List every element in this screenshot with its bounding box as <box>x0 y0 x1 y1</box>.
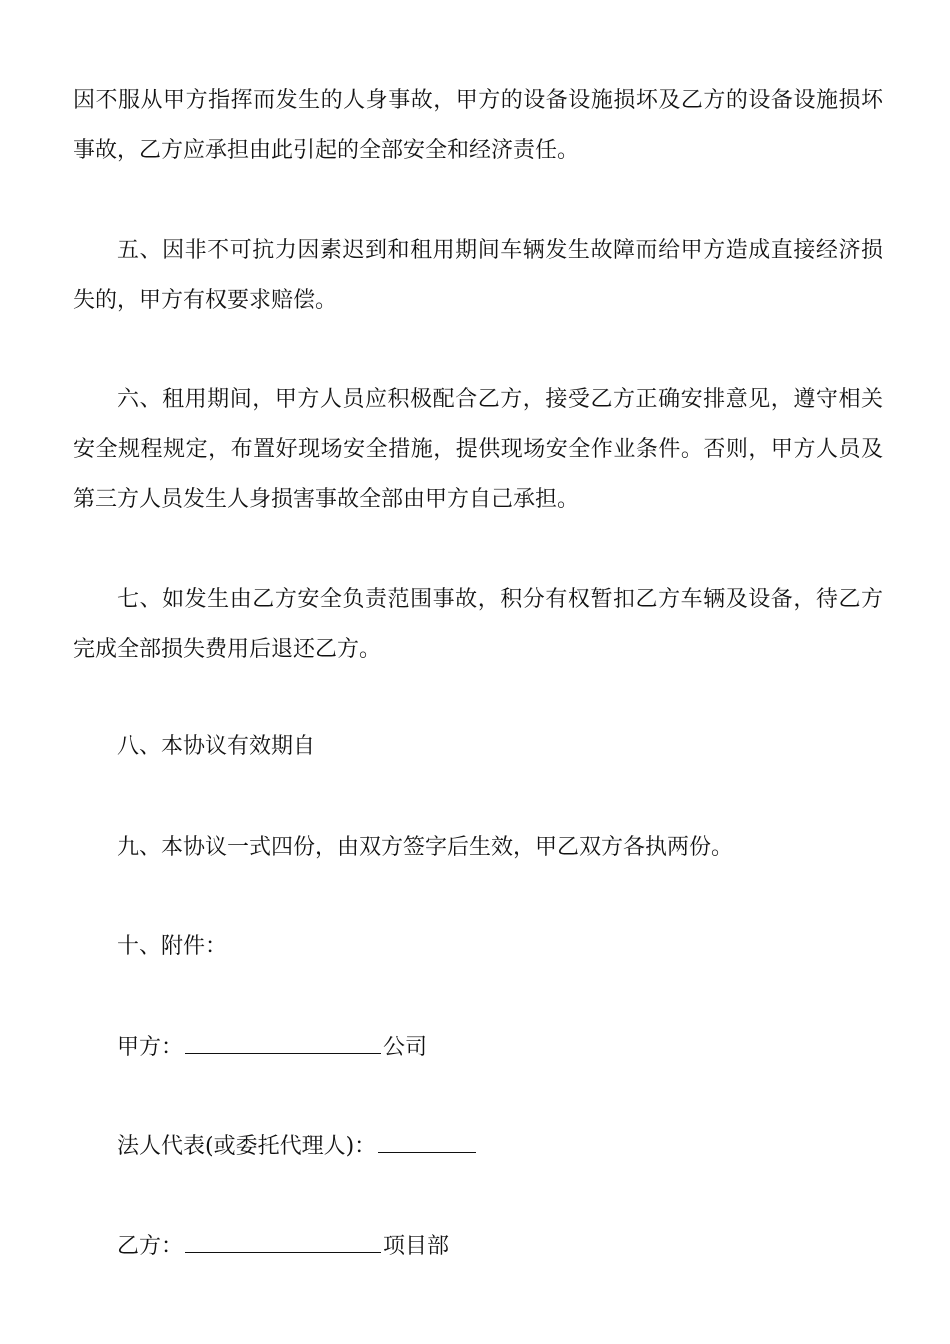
party-a-label: 甲方： <box>117 1035 184 1060</box>
party-a-signature-line <box>117 1023 427 1073</box>
paragraph-clause-7: 七、如发生由乙方安全负责范围事故，积分有权暂扣乙方车辆及设备，待乙方完成全部损失费用后退还乙方。 <box>73 587 883 662</box>
paragraph-clause-10: 十、附件： <box>117 934 228 959</box>
paragraph-clause-8: 八、本协议有效期自 <box>117 734 316 759</box>
paragraph-clause-6: 六、租用期间，甲方人员应积极配合乙方，接受乙方正确安排意见，遵守相关安全规程规定，布置好现场安全措施，提供现场安全作业条件。否则，甲方人员及第三方人员发生人身损害事故全部由甲方自己承担。 <box>73 387 883 512</box>
legal-rep-name-blank[interactable] <box>378 1134 476 1153</box>
party-a-name-blank[interactable] <box>185 1035 381 1054</box>
legal-rep-label: 法人代表(或委托代理人)： <box>117 1134 377 1159</box>
party-b-suffix: 项目部 <box>383 1234 450 1259</box>
party-b-name-blank[interactable] <box>185 1234 381 1253</box>
paragraph-clause-5: 五、因非不可抗力因素迟到和租用期间车辆发生故障而给甲方造成直接经济损失的，甲方有权要求赔偿。 <box>73 238 883 313</box>
party-a-suffix: 公司 <box>383 1035 428 1060</box>
paragraph-clause-9: 九、本协议一式四份，由双方签字后生效，甲乙双方各执两份。 <box>117 835 734 860</box>
party-b-signature-line <box>117 1222 449 1272</box>
party-b-label: 乙方： <box>117 1234 184 1259</box>
paragraph-continuation: 因不服从甲方指挥而发生的人身事故，甲方的设备设施损坏及乙方的设备设施损坏事故，乙方应承担由此引起的全部安全和经济责任。 <box>73 88 883 163</box>
legal-rep-signature-line <box>117 1122 478 1172</box>
